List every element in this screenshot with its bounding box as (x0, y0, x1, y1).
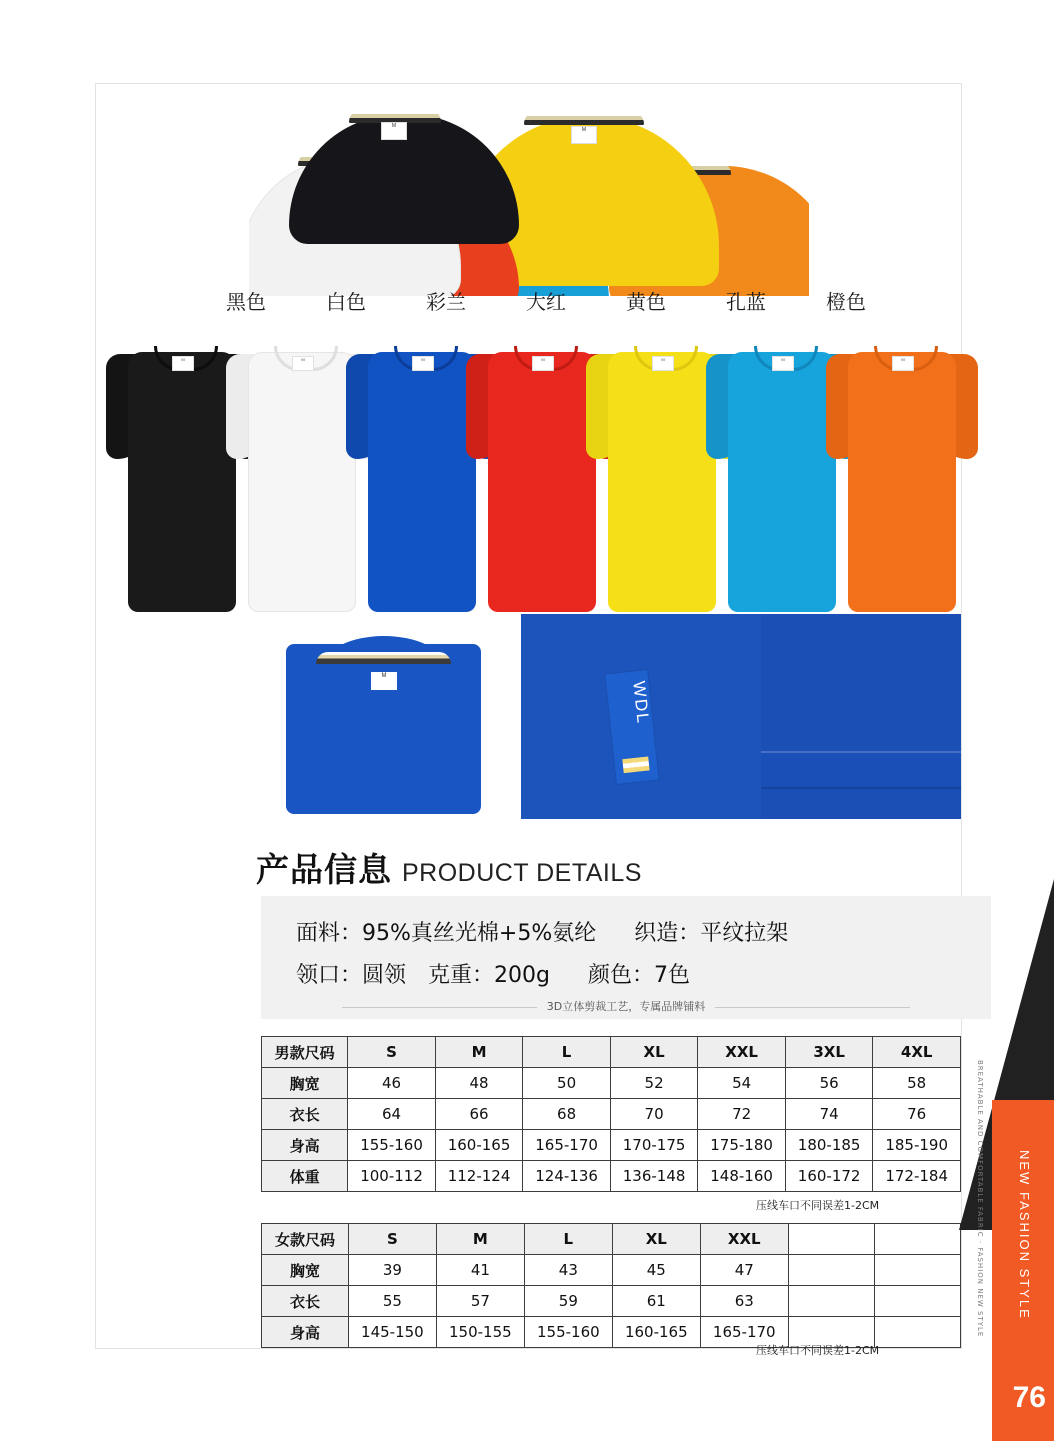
color-count-label: 颜色： (588, 963, 655, 988)
cell: 45 (612, 1255, 700, 1286)
men-header-6: 3XL (785, 1037, 873, 1068)
cell: 165-170 (700, 1317, 788, 1348)
weight-value: 200g (494, 963, 551, 988)
women-header-2: M (436, 1224, 524, 1255)
cell: 155-160 (348, 1130, 436, 1161)
cell: 64 (348, 1099, 436, 1130)
row-label: 身高 (262, 1317, 349, 1348)
table-row (262, 1286, 961, 1317)
cell: 112-124 (435, 1161, 523, 1192)
cell: 55 (348, 1286, 436, 1317)
cell: 50 (523, 1068, 611, 1099)
side-ribbon (959, 0, 1054, 1441)
cell: 160-165 (612, 1317, 700, 1348)
weight-label: 克重： (428, 963, 495, 988)
cell: 180-185 (785, 1130, 873, 1161)
men-header-1: S (348, 1037, 436, 1068)
table-row (262, 1099, 961, 1130)
cell: 54 (698, 1068, 786, 1099)
heading-cn: 产品信息 (256, 850, 392, 889)
cell: 43 (524, 1255, 612, 1286)
color-label-0: 黑色 (226, 290, 266, 314)
cell: 185-190 (873, 1130, 961, 1161)
cell: 170-175 (610, 1130, 698, 1161)
cell: 148-160 (698, 1161, 786, 1192)
color-label-6: 橙色 (826, 290, 866, 314)
product-info-panel (261, 896, 991, 1019)
women-header-6 (788, 1224, 874, 1255)
cell: 150-155 (436, 1317, 524, 1348)
women-header-7 (874, 1224, 960, 1255)
cell: 160-165 (435, 1130, 523, 1161)
cell: 47 (700, 1255, 788, 1286)
cell: 59 (524, 1286, 612, 1317)
color-label-4: 黄色 (626, 290, 666, 314)
craft-note: 3D立体剪裁工艺，专属品牌铺料 (261, 998, 991, 1014)
cell: 57 (436, 1286, 524, 1317)
color-count-value: 7色 (654, 963, 691, 988)
row-label: 胸宽 (262, 1068, 348, 1099)
women-header-5: XXL (700, 1224, 788, 1255)
cell: 100-112 (348, 1161, 436, 1192)
women-header-0: 女款尺码 (262, 1224, 349, 1255)
cell: 76 (873, 1099, 961, 1130)
cell: 66 (435, 1099, 523, 1130)
collar-black (289, 114, 519, 244)
color-label-row (196, 286, 896, 320)
heading-en: PRODUCT DETAILS (402, 859, 642, 887)
cell: 52 (610, 1068, 698, 1099)
collar-label: 领口： (296, 963, 363, 988)
size-tag: M (892, 356, 914, 371)
cell: 172-184 (873, 1161, 961, 1192)
size-tag: M (292, 356, 314, 371)
cell: 41 (436, 1255, 524, 1286)
brand-tab-label: WDL (629, 680, 653, 726)
size-tag: M (371, 672, 397, 690)
women-table-note: 压线车口不同误差1-2CM (756, 1344, 880, 1357)
men-header-5: XXL (698, 1037, 786, 1068)
detail-photo-row (181, 614, 961, 829)
cell (788, 1255, 874, 1286)
cell: 58 (873, 1068, 961, 1099)
collar-value: 圆领 (362, 963, 407, 988)
cell: 70 (610, 1099, 698, 1130)
neckband-yellow (524, 112, 644, 125)
row-label: 体重 (262, 1161, 348, 1192)
men-size-table (261, 1036, 961, 1192)
cell: 136-148 (610, 1161, 698, 1192)
men-table-note: 压线车口不同误差1-2CM (756, 1199, 880, 1212)
shirt-color-row (104, 324, 959, 614)
cell: 145-150 (348, 1317, 436, 1348)
table-row (262, 1130, 961, 1161)
table-row (262, 1037, 961, 1068)
color-label-5: 孔蓝 (726, 290, 766, 314)
men-header-7: 4XL (873, 1037, 961, 1068)
cell: 39 (348, 1255, 436, 1286)
size-tag: M (381, 122, 407, 140)
color-label-2: 彩兰 (426, 290, 466, 314)
cell: 165-170 (523, 1130, 611, 1161)
cell (874, 1317, 960, 1348)
men-header-4: XL (610, 1037, 698, 1068)
row-label: 衣长 (262, 1099, 348, 1130)
cell: 175-180 (698, 1130, 786, 1161)
cell: 68 (523, 1099, 611, 1130)
fabric-value: 95%真丝光棉+5%氨纶 (362, 921, 597, 946)
cell: 48 (435, 1068, 523, 1099)
table-row (262, 1224, 961, 1255)
cell (788, 1286, 874, 1317)
men-header-2: M (435, 1037, 523, 1068)
size-tag: M (412, 356, 434, 371)
cell: 74 (785, 1099, 873, 1130)
cell (874, 1255, 960, 1286)
cell: 61 (612, 1286, 700, 1317)
women-size-table (261, 1223, 961, 1348)
ribbon-text: NEW FASHION STYLE (1017, 1150, 1032, 1320)
row-label: 身高 (262, 1130, 348, 1161)
men-header-0: 男款尺码 (262, 1037, 348, 1068)
cell: 63 (700, 1286, 788, 1317)
table-row (262, 1255, 961, 1286)
ribbon-small-text: BREATHABLE AND COMFORTABLE FABRIC · FASHION NEW STYLE (976, 1060, 984, 1338)
product-details-heading (256, 844, 856, 888)
row-label: 胸宽 (262, 1255, 349, 1286)
table-row (262, 1068, 961, 1099)
cell: 72 (698, 1099, 786, 1130)
detail-collar-photo (276, 614, 491, 819)
page-number: 76 (1012, 1381, 1046, 1414)
size-tag: M (652, 356, 674, 371)
detail-brandtab-photo (521, 614, 771, 819)
weave-label: 织造： (634, 921, 701, 946)
size-tag: M (532, 356, 554, 371)
color-label-3: 大红 (526, 290, 566, 314)
cell: 46 (348, 1068, 436, 1099)
men-header-3: L (523, 1037, 611, 1068)
size-tag: M (571, 126, 597, 144)
women-header-1: S (348, 1224, 436, 1255)
cell (874, 1286, 960, 1317)
detail-hem-photo (761, 614, 961, 819)
cell: 160-172 (785, 1161, 873, 1192)
shirt-orange (826, 334, 978, 614)
collar-stack-photo (249, 96, 809, 296)
size-tag: M (772, 356, 794, 371)
cell: 124-136 (523, 1161, 611, 1192)
brand-tab (605, 670, 658, 784)
cell: 155-160 (524, 1317, 612, 1348)
fabric-label: 面料： (296, 921, 363, 946)
women-header-3: L (524, 1224, 612, 1255)
weave-value: 平纹拉架 (700, 921, 789, 946)
row-label: 衣长 (262, 1286, 349, 1317)
size-tag: M (172, 356, 194, 371)
table-row (262, 1161, 961, 1192)
cell: 56 (785, 1068, 873, 1099)
content-frame (95, 83, 962, 1357)
women-header-4: XL (612, 1224, 700, 1255)
color-label-1: 白色 (326, 290, 366, 314)
